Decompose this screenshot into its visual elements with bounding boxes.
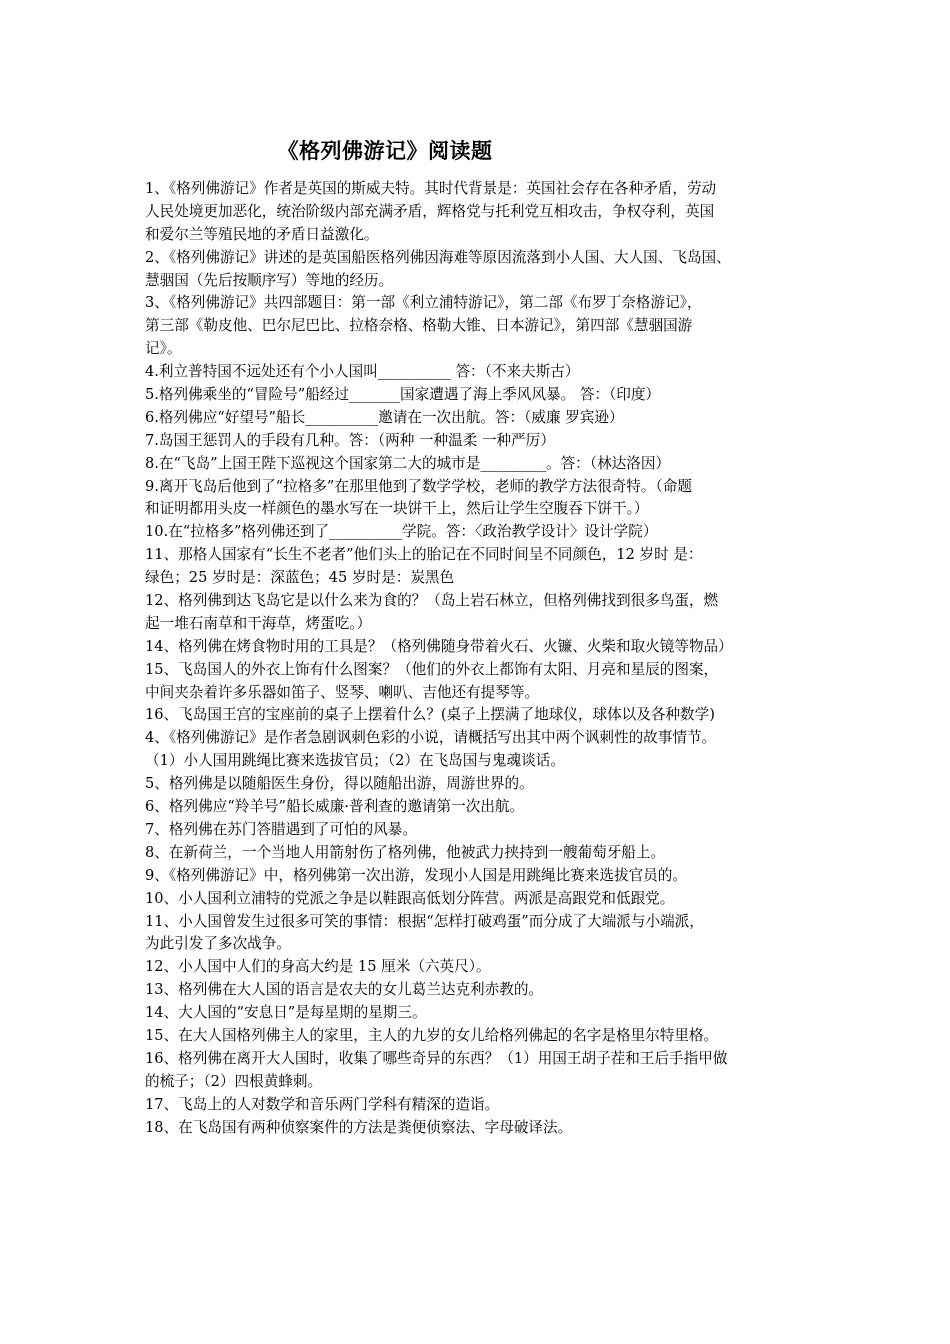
text-line: 11、那格人国家有“长生不老者”他们头上的胎记在不同时间呈不同颜色，12 岁时 是： bbox=[145, 546, 703, 564]
text-line: 绿色；25 岁时是：深蓝色；45 岁时是：炭黑色 bbox=[145, 569, 455, 587]
text-line: 9.离开飞岛后他到了“拉格多”在那里他到了数学学校，老师的教学方法很奇特。（命题 bbox=[145, 477, 692, 495]
text-line: 2、《格列佛游记》讲述的是英国船医格列佛因海难等原因流落到小人国、大人国、飞岛国、 bbox=[145, 248, 731, 266]
text-line: 15、飞岛国人的外衣上饰有什么图案？（他们的外衣上都饰有太阳、月亮和星辰的图案， bbox=[145, 660, 719, 678]
text-line: 起一堆石南草和干海草，烤蛋吃。） bbox=[145, 614, 372, 632]
text-line: 12、小人国中人们的身高大约是 15 厘米（六英尺）。 bbox=[145, 958, 491, 976]
text-line: 18、在飞岛国有两种侦察案件的方法是粪便侦察法、字母破译法。 bbox=[145, 1118, 573, 1136]
text-line: 7.岛国王惩罚人的手段有几种。答：（两种 一种温柔 一种严厉） bbox=[145, 431, 555, 449]
text-line: 人民处境更加恶化，统治阶级内部充满矛盾，辉格党与托利党互相攻击，争权夺利，英国 bbox=[145, 202, 715, 220]
text-line: 12、格列佛到达飞岛它是以什么来为食的？（岛上岩石林立，但格列佛找到很多鸟蛋，燃 bbox=[145, 592, 719, 610]
text-line: 和爱尔兰等殖民地的矛盾日益激化。 bbox=[145, 225, 379, 243]
text-line: 16、飞岛国王宫的宝座前的桌子上摆着什么？(桌子上摆满了地球仪，球体以及各种数学) bbox=[145, 706, 715, 724]
text-line: 10.在“拉格多”格列佛还到了__________学院。答：〈政治教学设计〉设计学院） bbox=[145, 523, 658, 541]
text-line: 4.利立普特国不远处还有个小人国叫__________ 答：（不来夫斯古） bbox=[145, 363, 580, 381]
text-line: 6.格列佛应“好望号”船长__________邀请在一次出航。答：（威廉 罗宾逊） bbox=[145, 408, 624, 426]
text-line: 13、格列佛在大人国的语言是农夫的女儿葛兰达克利赤教的。 bbox=[145, 981, 544, 999]
text-line: 记》。 bbox=[145, 340, 182, 358]
text-line: 8.在“飞岛”上国王陛下巡视这个国家第二大的城市是_________。答：（林达洛因） bbox=[145, 454, 671, 472]
text-line: 9、《格列佛游记》中，格列佛第一次出游，发现小人国是用跳绳比赛来选拔官员的。 bbox=[145, 866, 687, 884]
text-line: 16、格列佛在离开大人国时，收集了哪些奇异的东西？（1）用国王胡子茬和王后手指甲做 bbox=[145, 1049, 728, 1067]
text-line: 1、《格列佛游记》作者是英国的斯威夫特。其时代背景是：英国社会存在各种矛盾，劳动 bbox=[145, 180, 717, 197]
text-line: 3、《格列佛游记》共四部题目：第一部《利立浦特游记》，第二部《布罗丁奈格游记》， bbox=[145, 294, 702, 312]
document-body bbox=[145, 178, 825, 1139]
text-line: 第三部《勒皮他、巴尔尼巴比、拉格奈格、格勒大锥、日本游记》，第四部《慧骃国游 bbox=[145, 317, 693, 335]
text-line: 14、大人国的“安息日”是每星期的星期三。 bbox=[145, 1004, 427, 1022]
text-line: 5.格列佛乘坐的“冒险号”船经过_______国家遭遇了海上季风风暴。 答：（印度） bbox=[145, 386, 661, 404]
text-line: 为此引发了多次战争。 bbox=[145, 935, 291, 953]
text-line: 和证明都用头皮一样颜色的墨水写在一块饼干上，然后让学生空腹吞下饼干。） bbox=[145, 500, 649, 518]
text-line: 7、格列佛在苏门答腊遇到了可怕的风暴。 bbox=[145, 820, 417, 838]
text-line: 中间夹杂着许多乐器如笛子、竖琴、喇叭、吉他还有提琴等。 bbox=[145, 683, 540, 701]
text-line: 慧骃国（先后按顺序写）等地的经历。 bbox=[145, 271, 394, 289]
text-line: 5、格列佛是以随船医生身份，得以随船出游，周游世界的。 bbox=[145, 775, 534, 793]
text-line: 11、小人国曾发生过很多可笑的事情：根据“怎样打破鸡蛋”而分成了大端派与小端派， bbox=[145, 912, 704, 930]
text-line: 15、在大人国格列佛主人的家里，主人的九岁的女儿给格列佛起的名字是格里尔特里格。 bbox=[145, 1026, 719, 1044]
document-title: 《格列佛游记》阅读题 bbox=[277, 139, 493, 163]
text-line: 4、《格列佛游记》是作者急剧讽刺色彩的小说，请概括写出其中两个讽刺性的故事情节。 bbox=[145, 729, 717, 747]
text-line: （1）小人国用跳绳比赛来选拔官员；（2）在飞岛国与鬼魂谈话。 bbox=[145, 752, 565, 770]
text-line: 6、格列佛应“羚羊号”船长威廉·普利查的邀请第一次出航。 bbox=[145, 798, 525, 816]
text-line: 14、格列佛在烤食物时用的工具是？（格列佛随身带着火石、火镰、火柴和取火镜等物品） bbox=[145, 637, 733, 655]
text-line: 17、飞岛上的人对数学和音乐两门学科有精深的造诣。 bbox=[145, 1095, 500, 1113]
text-line: 10、小人国利立浦特的党派之争是以鞋跟高低划分阵营。两派是高跟党和低跟党。 bbox=[145, 889, 675, 907]
text-line: 8、在新荷兰，一个当地人用箭射伤了格列佛，他被武力挟持到一艘葡萄牙船上。 bbox=[145, 843, 666, 861]
text-line: 的梳子；（2）四根黄蜂刺。 bbox=[145, 1072, 323, 1090]
